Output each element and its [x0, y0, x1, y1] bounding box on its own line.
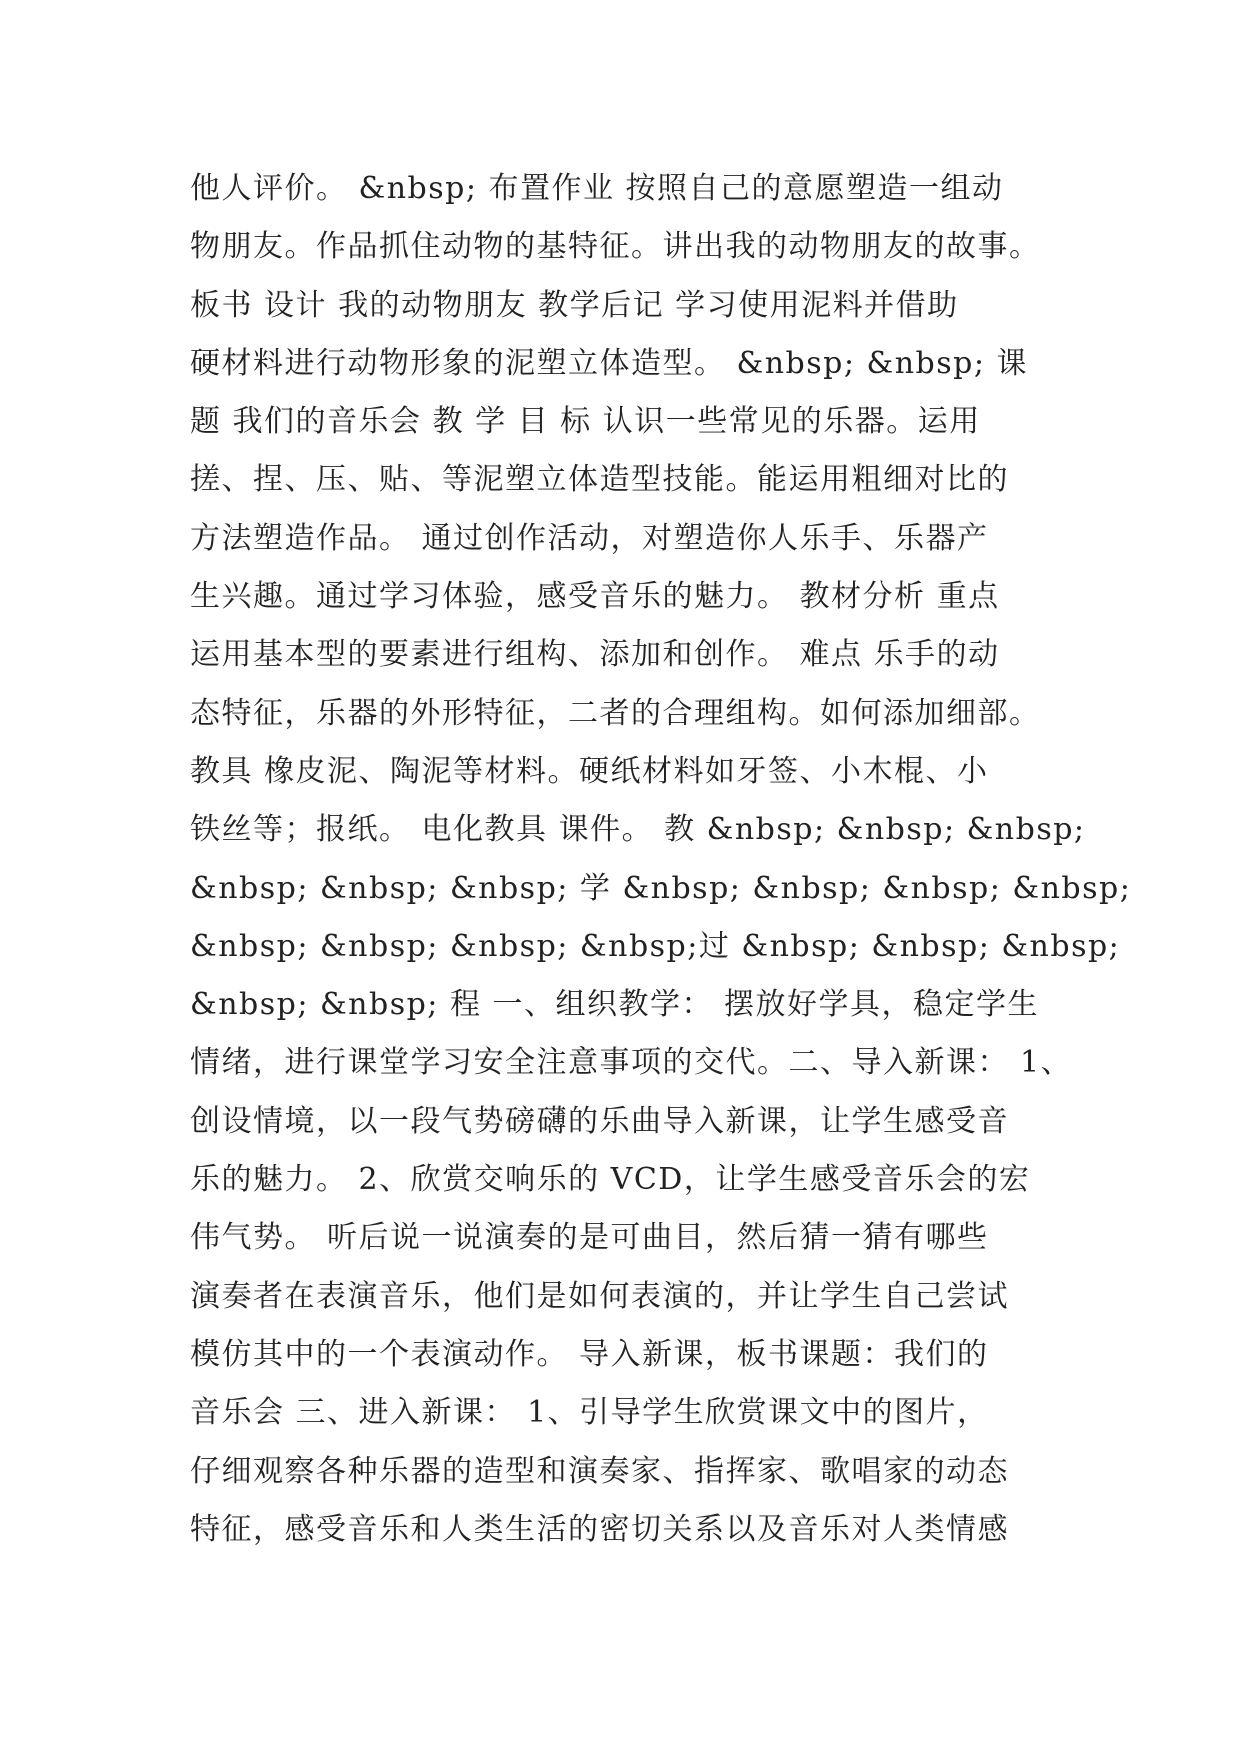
text-line-3: 板书 设计 我的动物朋友 教学后记 学习使用泥料并借助 [190, 287, 959, 323]
text-line-12: 铁丝等；报纸。 电化教具 课件。 教 &nbsp; &nbsp; &nbsp; [190, 812, 1086, 848]
text-line-8: 生兴趣。通过学习体验，感受音乐的魅力。 教材分析 重点 [190, 579, 1000, 615]
text-line-23: 仔细观察各种乐器的造型和演奏家、指挥家、歌唱家的动态 [190, 1453, 1009, 1489]
text-line-10: 态特征，乐器的外形特征，二者的合理组构。如何添加细部。 [190, 695, 1041, 731]
text-line-4: 硬材料进行动物形象的泥塑立体造型。 &nbsp; &nbsp; 课 [190, 345, 1028, 381]
text-line-5: 题 我们的音乐会 教 学 目 标 认识一些常见的乐器。运用 [190, 404, 981, 440]
text-line-14: &nbsp; &nbsp; &nbsp; &nbsp;过 &nbsp; &nbsp; &nbsp; [190, 928, 1121, 964]
text-line-16: 情绪，进行课堂学习安全注意事项的交代。二、导入新课： 1、 [190, 1045, 1073, 1081]
text-line-9: 运用基本型的要素进行组构、添加和创作。 难点 乐手的动 [190, 637, 1000, 673]
text-line-20: 演奏者在表演音乐，他们是如何表演的，并让学生自己尝试 [190, 1278, 1009, 1314]
text-line-7: 方法塑造作品。 通过创作活动，对塑造你人乐手、乐器产 [190, 520, 989, 556]
text-line-11: 教具 橡皮泥、陶泥等材料。硬纸材料如牙签、小木棍、小 [190, 753, 989, 789]
text-line-19: 伟气势。 听后说一说演奏的是可曲目，然后猜一猜有哪些 [190, 1220, 989, 1256]
text-line-13: &nbsp; &nbsp; &nbsp; 学 &nbsp; &nbsp; &nbsp; &nbsp; [190, 870, 1132, 906]
text-line-22: 音乐会 三、进入新课： 1、引导学生欣赏课文中的图片， [190, 1395, 989, 1431]
text-line-21: 模仿其中的一个表演动作。 导入新课，板书课题：我们的 [190, 1336, 989, 1372]
body-text [190, 160, 1132, 1559]
text-line-18: 乐的魅力。 2、欣赏交响乐的 VCD，让学生感受音乐会的宏 [190, 1162, 1031, 1198]
text-line-17: 创设情境，以一段气势磅礴的乐曲导入新课，让学生感受音 [190, 1103, 1009, 1139]
text-line-1: 他人评价。 &nbsp; 布置作业 按照自己的意愿塑造一组动 [190, 171, 1004, 206]
text-line-6: 搓、捏、压、贴、等泥塑立体造型技能。能运用粗细对比的 [190, 462, 1009, 498]
text-line-24: 特征，感受音乐和人类生活的密切关系以及音乐对人类情感 [190, 1511, 1009, 1547]
text-line-15: &nbsp; &nbsp; 程 一、组织教学： 摆放好学具，稳定学生 [190, 987, 1040, 1023]
text-line-2: 物朋友。作品抓住动物的基特征。讲出我的动物朋友的故事。 [190, 229, 1041, 265]
